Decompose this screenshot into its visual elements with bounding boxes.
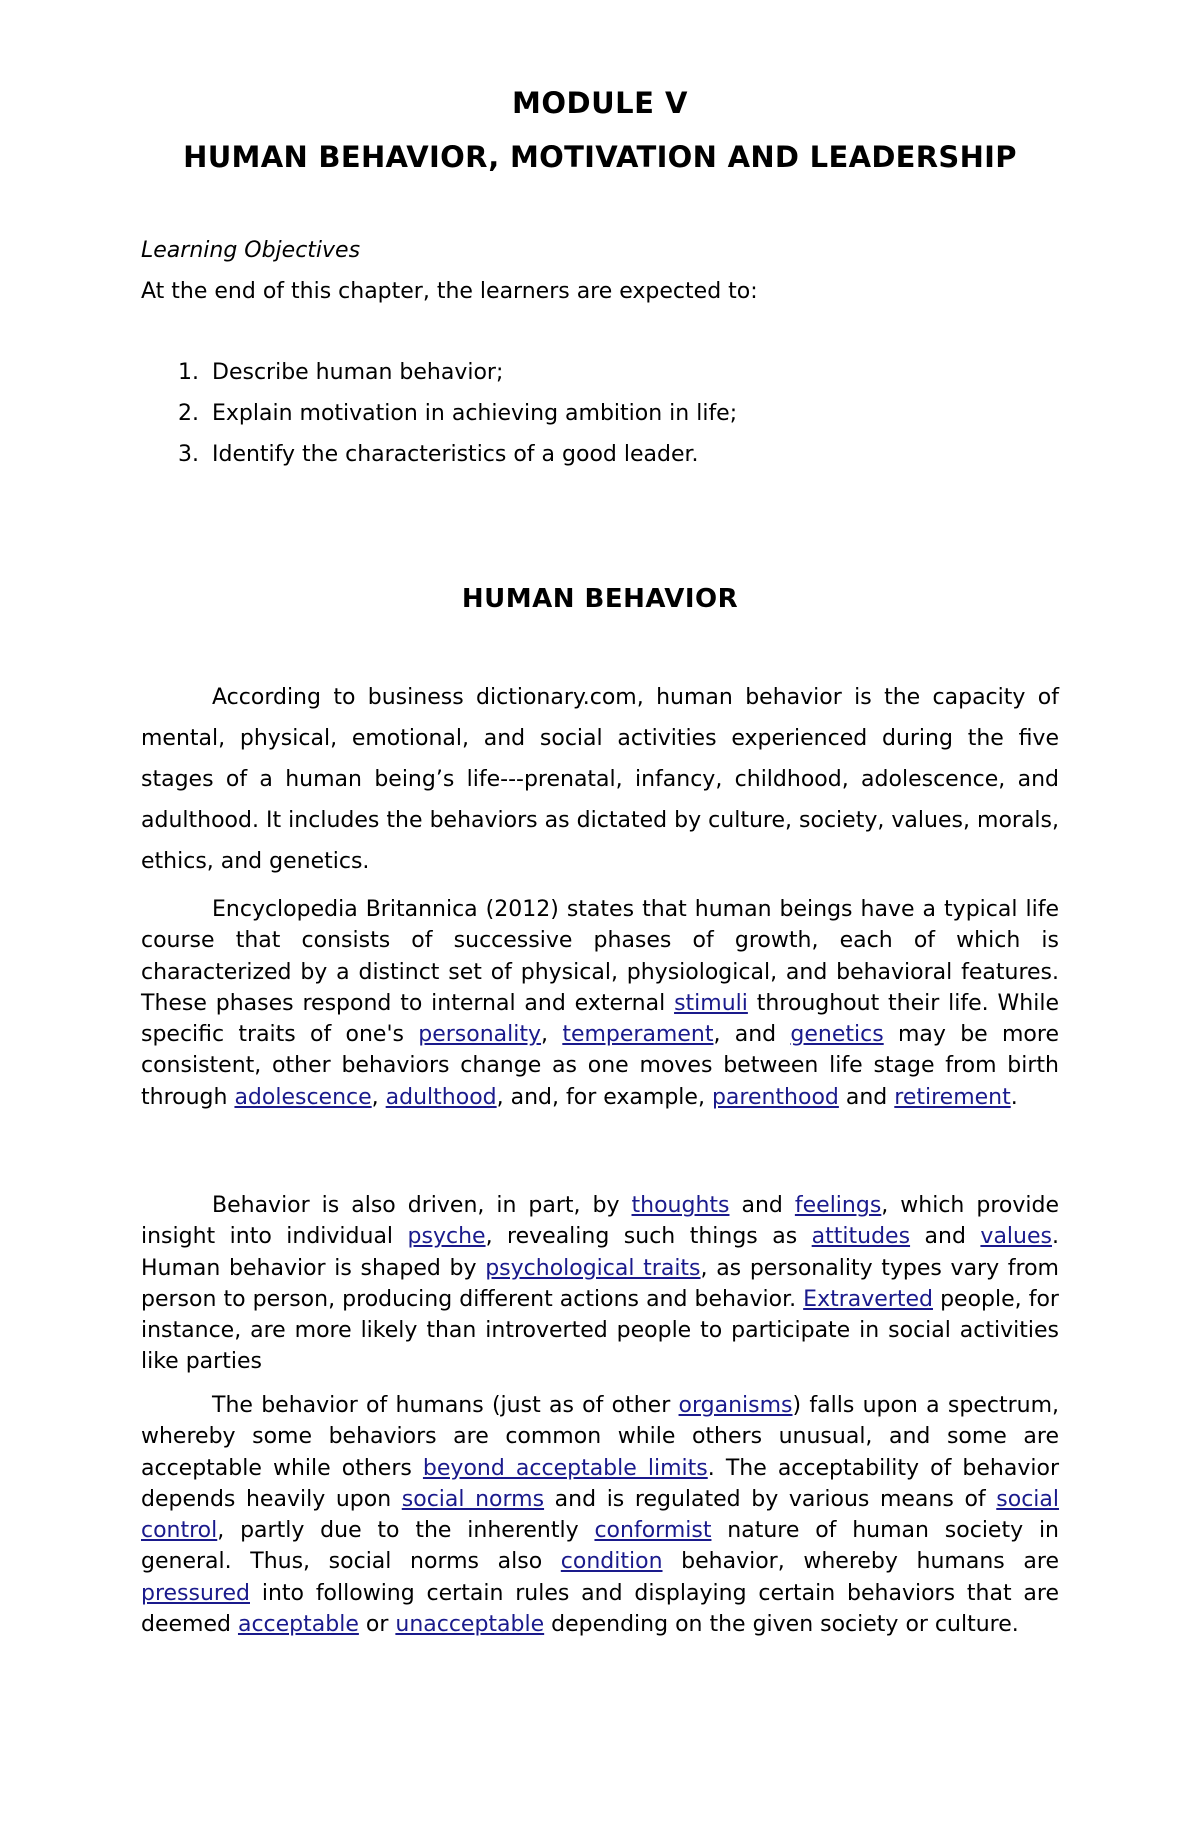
link-condition[interactable]: condition xyxy=(560,1549,663,1575)
link-pressured[interactable]: pressured xyxy=(141,1580,250,1606)
text: nature of human society in general. Thus, social norms also xyxy=(141,1518,1059,1575)
link-attitudes[interactable]: attitudes xyxy=(811,1224,911,1250)
link-temperament[interactable]: temperament xyxy=(562,1022,714,1048)
link-social-norms[interactable]: social norms xyxy=(401,1486,545,1512)
text: and xyxy=(729,1193,795,1218)
link-stimuli[interactable]: stimuli xyxy=(674,990,748,1016)
text: , revealing such things as xyxy=(485,1224,812,1250)
list-text: Describe human behavior; xyxy=(212,360,504,385)
link-unacceptable[interactable]: unacceptable xyxy=(395,1612,545,1638)
link-parenthood[interactable]: parenthood xyxy=(711,1084,839,1110)
text: . xyxy=(1010,1084,1018,1110)
section-title: HUMAN BEHAVIOR xyxy=(461,584,739,614)
list-number: 2. xyxy=(178,401,199,426)
link-extraverted[interactable]: Extraverted xyxy=(803,1286,933,1312)
text: into following certain rules and displaying certain behaviors that are deemed xyxy=(141,1580,1059,1638)
text: The behavior of humans (just as of other xyxy=(212,1393,679,1418)
list-text: Explain motivation in achieving ambition in life; xyxy=(212,401,738,426)
text: , as personality types vary from person to person, producing different actions and behavior. xyxy=(141,1255,1059,1312)
objectives-list xyxy=(141,360,737,483)
link-personality[interactable]: personality xyxy=(418,1022,542,1048)
text: and xyxy=(910,1224,981,1250)
text: Encyclopedia Britannica (2012) states that human beings have a typical life course that consists of successive phases of growth, each of which is characterized by a distinct set of physical, physiological, and behavioral features. These phases respond to internal and external xyxy=(141,897,1059,1016)
text: , xyxy=(541,1022,563,1048)
text: , which provide insight into individual xyxy=(141,1193,1059,1250)
text: . The acceptability of behavior depends heavily upon xyxy=(141,1455,1059,1512)
list-number: 3. xyxy=(178,442,199,467)
text: , and, for example, xyxy=(496,1084,712,1110)
link-values[interactable]: values xyxy=(980,1224,1052,1250)
list-item xyxy=(141,360,737,401)
link-acceptable[interactable]: acceptable xyxy=(237,1612,359,1638)
link-psychological-traits[interactable]: psychological traits xyxy=(485,1255,701,1281)
link-adolescence[interactable]: adolescence xyxy=(234,1084,372,1110)
link-genetics[interactable]: genetics xyxy=(790,1022,884,1048)
module-title: HUMAN BEHAVIOR, MOTIVATION AND LEADERSHIP xyxy=(183,140,1017,174)
link-adulthood[interactable]: adulthood xyxy=(385,1084,497,1110)
paragraph-britannica xyxy=(141,894,1059,1113)
link-conformist[interactable]: conformist xyxy=(594,1518,712,1544)
link-feelings[interactable]: feelings xyxy=(794,1193,882,1218)
paragraph-definition: According to business dictionary.com, human behavior is the capacity of mental, physical, emotional, and social activities experienced during the five stages of a human being’s life---prenatal, infancy, childhood, adolescence, and adulthood. It includes the behaviors as dictated by culture, society, values, morals, ethics, and genetics. xyxy=(141,685,1059,874)
text: , partly due to the inherently xyxy=(217,1518,595,1544)
text: throughout their life. While specific traits of one's xyxy=(141,990,1059,1048)
paragraph-social-norms xyxy=(141,1390,1059,1640)
text: , and xyxy=(713,1022,791,1048)
link-retirement[interactable]: retirement xyxy=(894,1084,1011,1110)
link-organisms[interactable]: organisms xyxy=(678,1393,793,1418)
paragraph-psyche xyxy=(141,1190,1059,1378)
text: behavior, whereby humans are xyxy=(662,1549,1059,1575)
learning-objectives-heading: Learning Objectives xyxy=(141,238,361,263)
list-number: 1. xyxy=(178,360,199,385)
text: may be more consistent, other behaviors change as one moves between life stage from birth through xyxy=(141,1022,1059,1110)
text: and xyxy=(838,1084,895,1110)
list-item xyxy=(141,442,737,483)
link-thoughts[interactable]: thoughts xyxy=(631,1193,730,1218)
text: people, for instance, are more likely than introverted people to participate in social activities like parties xyxy=(141,1286,1059,1375)
text: , xyxy=(371,1084,386,1110)
link-beyond-acceptable-limits[interactable]: beyond acceptable limits xyxy=(422,1455,708,1481)
learning-objectives-intro: At the end of this chapter, the learners are expected to: xyxy=(141,279,758,304)
link-psyche[interactable]: psyche xyxy=(407,1224,486,1250)
text: and is regulated by various means of xyxy=(544,1486,997,1512)
text: depending on the given society or culture. xyxy=(544,1612,1019,1638)
module-number: MODULE V xyxy=(512,86,688,120)
link-social-control[interactable]: social control xyxy=(141,1486,1059,1544)
list-item xyxy=(141,401,737,442)
text: . Human behavior is shaped by xyxy=(141,1224,1059,1281)
text: Behavior is also driven, in part, by xyxy=(212,1193,632,1218)
text: ) falls upon a spectrum, whereby some behaviors are common while others unusual, and some are acceptable while others xyxy=(141,1393,1059,1481)
text: or xyxy=(358,1612,396,1638)
list-text: Identify the characteristics of a good leader. xyxy=(212,442,699,467)
